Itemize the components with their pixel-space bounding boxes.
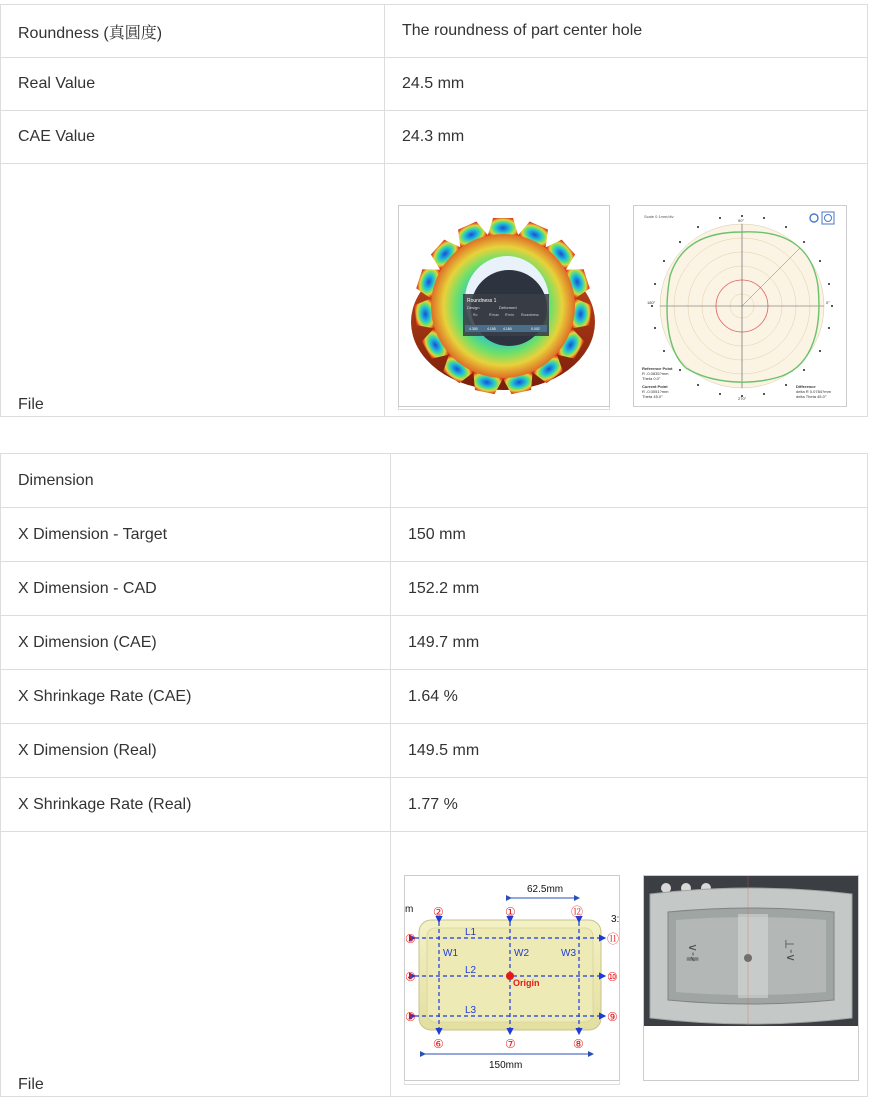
file-cell — [391, 832, 868, 1097]
svg-text:4.160: 4.160 — [503, 327, 512, 331]
table-row — [1, 562, 868, 616]
svg-text:W2: W2 — [514, 948, 529, 959]
svg-text:180°: 180° — [647, 300, 656, 305]
svg-text:62.5mm: 62.5mm — [527, 884, 564, 895]
row-value: 152.2 mm — [391, 562, 868, 616]
row-value: 1.64 % — [391, 670, 868, 724]
svg-text:∦-∧: ∦-∧ — [685, 943, 699, 962]
file-label: File — [1, 164, 385, 417]
row-label: Roundness (真圓度) — [1, 5, 385, 58]
table-row — [1, 778, 868, 832]
file-row — [1, 164, 868, 417]
table-row — [1, 508, 868, 562]
roundness-table — [0, 4, 868, 417]
svg-text:⑤: ⑤ — [405, 1010, 416, 1024]
row-label: X Dimension (Real) — [1, 724, 391, 778]
svg-text:Origin: Origin — [513, 978, 540, 988]
svg-text:Scale 0.1mm/div: Scale 0.1mm/div — [644, 214, 674, 219]
svg-text:①: ① — [505, 905, 516, 919]
svg-text:⑫: ⑫ — [571, 905, 584, 919]
svg-text:②: ② — [433, 905, 444, 919]
dimension-header: Dimension — [1, 454, 391, 508]
svg-text:0°: 0° — [826, 300, 830, 305]
svg-text:R -0.0835?mm: R -0.0835?mm — [642, 371, 669, 376]
row-label: X Dimension (CAE) — [1, 616, 391, 670]
table-row — [1, 58, 868, 111]
file-cell — [385, 164, 868, 417]
file-row — [1, 832, 868, 1097]
svg-text:Roundness: Roundness — [521, 313, 539, 317]
svg-text:4.165: 4.165 — [487, 327, 496, 331]
row-value: 149.5 mm — [391, 724, 868, 778]
svg-text:④: ④ — [405, 970, 416, 984]
row-value: 24.5 mm — [385, 58, 868, 111]
svg-text:⑪: ⑪ — [607, 932, 619, 946]
svg-text:m: m — [405, 904, 414, 915]
svg-text:0.002: 0.002 — [531, 327, 540, 331]
svg-text:⑦: ⑦ — [505, 1037, 516, 1051]
row-label: X Shrinkage Rate (Real) — [1, 778, 391, 832]
svg-text:Theta 45.0°: Theta 45.0° — [642, 394, 663, 399]
svg-text:R -0.0051?mm: R -0.0051?mm — [642, 389, 669, 394]
table-row — [1, 5, 868, 58]
table-row — [1, 670, 868, 724]
svg-text:R’max: R’max — [489, 313, 499, 317]
svg-text:Theta 0.0°: Theta 0.0° — [642, 376, 661, 381]
dimension-header-value — [391, 454, 868, 508]
svg-text:Ro: Ro — [473, 313, 478, 317]
table-header-row — [1, 454, 868, 508]
roundness-popup — [463, 294, 549, 336]
row-label: CAE Value — [1, 111, 385, 164]
row-value: The roundness of part center hole — [385, 5, 868, 58]
table-row — [1, 616, 868, 670]
row-value: 24.3 mm — [385, 111, 868, 164]
svg-text:③: ③ — [405, 932, 416, 946]
svg-text:3:: 3: — [611, 914, 619, 925]
row-label: Real Value — [1, 58, 385, 111]
row-label: X Dimension - CAD — [1, 562, 391, 616]
polar-roundness-image[interactable] — [633, 205, 847, 407]
row-value: 1.77 % — [391, 778, 868, 832]
svg-text:Difference: Difference — [796, 384, 816, 389]
svg-text:L2: L2 — [465, 965, 477, 976]
svg-text:delta Theta 45.0°: delta Theta 45.0° — [796, 394, 827, 399]
svg-text:∧-⊤: ∧-⊤ — [783, 938, 797, 962]
svg-text:W3: W3 — [561, 948, 576, 959]
file-label: File — [1, 832, 391, 1097]
svg-text:R’min: R’min — [505, 313, 514, 317]
svg-text:⑨: ⑨ — [607, 1010, 618, 1024]
svg-text:W1: W1 — [443, 948, 458, 959]
svg-text:L3: L3 — [465, 1005, 477, 1016]
svg-text:Design: Design — [467, 305, 480, 310]
svg-text:Current Point: Current Point — [642, 384, 668, 389]
svg-text:Deformed: Deformed — [499, 305, 517, 310]
svg-text:delta R 0.0784?mm: delta R 0.0784?mm — [796, 389, 831, 394]
svg-text:⑥: ⑥ — [433, 1037, 444, 1051]
svg-text:L1: L1 — [465, 927, 477, 938]
row-value: 150 mm — [391, 508, 868, 562]
row-label: X Dimension - Target — [1, 508, 391, 562]
measurement-diagram-image[interactable] — [404, 875, 620, 1081]
real-part-photo[interactable] — [643, 875, 859, 1081]
table-row — [1, 724, 868, 778]
table-row — [1, 111, 868, 164]
svg-text:⑧: ⑧ — [573, 1037, 584, 1051]
svg-text:4.350: 4.350 — [469, 327, 478, 331]
svg-text:90°: 90° — [738, 218, 745, 223]
svg-text:Reference Point: Reference Point — [642, 366, 673, 371]
gear-roundness-image[interactable] — [398, 205, 610, 407]
row-value: 149.7 mm — [391, 616, 868, 670]
svg-text:⑩: ⑩ — [607, 970, 618, 984]
row-label: X Shrinkage Rate (CAE) — [1, 670, 391, 724]
svg-text:150mm: 150mm — [489, 1060, 523, 1071]
svg-text:Roundness 1: Roundness 1 — [467, 298, 497, 304]
dimension-table — [0, 453, 868, 1097]
svg-text:270°: 270° — [738, 396, 747, 401]
